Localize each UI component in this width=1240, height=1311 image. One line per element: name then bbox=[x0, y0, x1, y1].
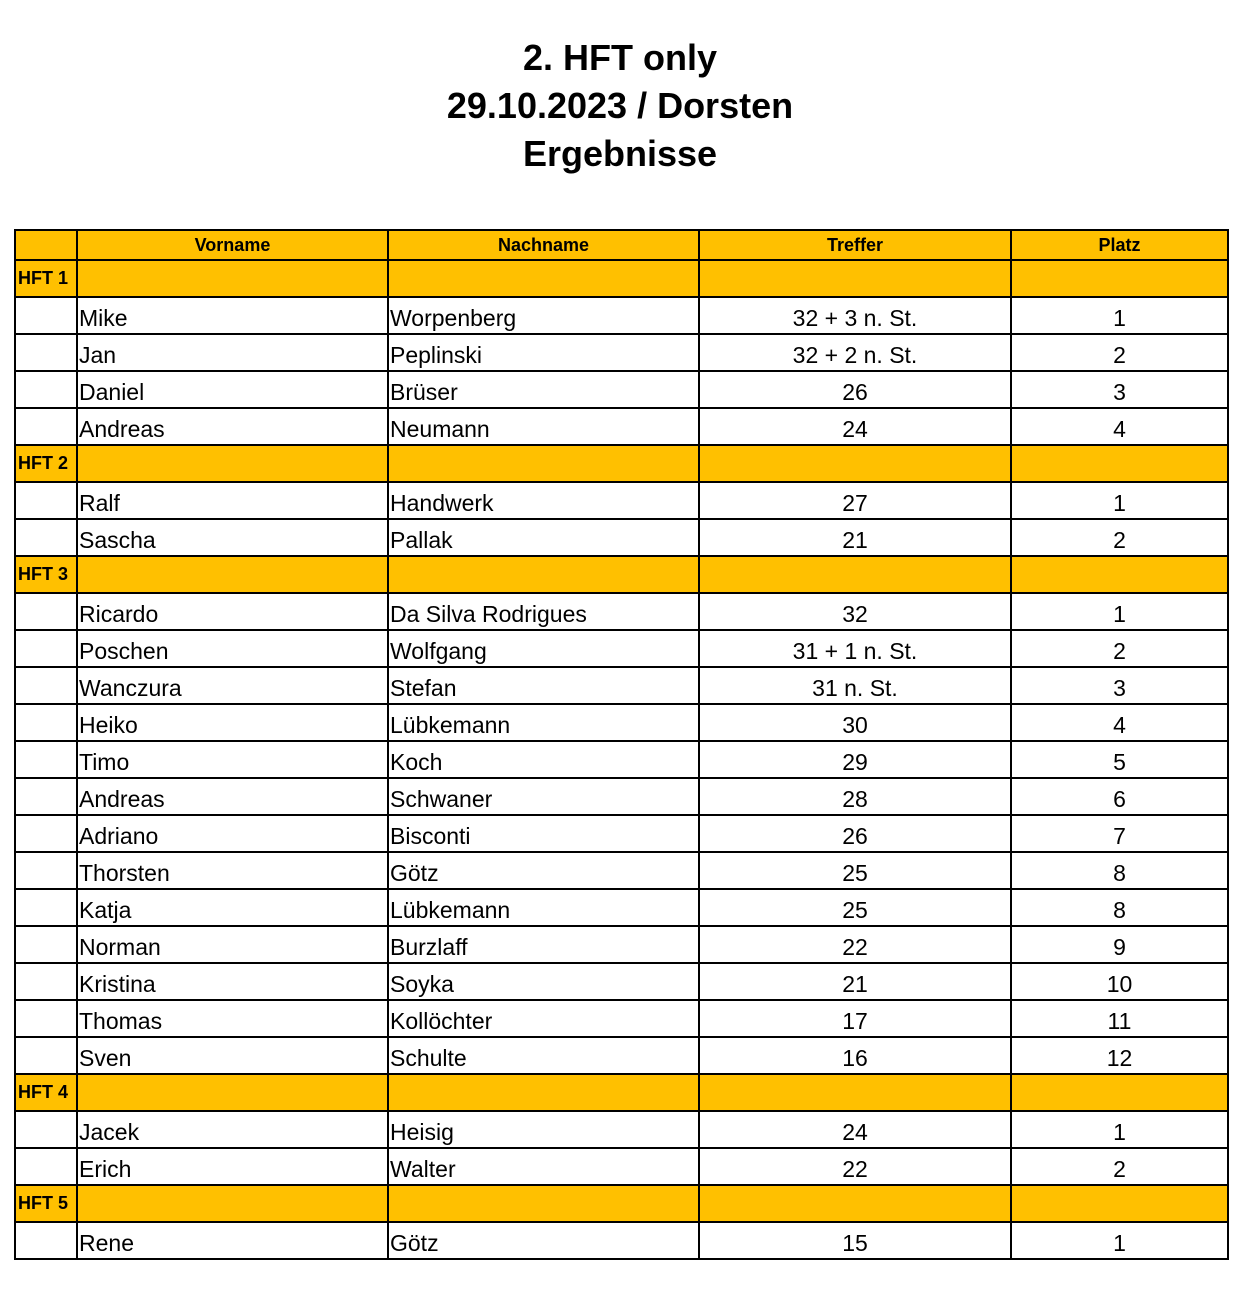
table-row bbox=[15, 630, 1228, 667]
header-group-column bbox=[15, 230, 77, 260]
cell-vorname: Rene bbox=[77, 1222, 388, 1259]
cell-vorname: Sven bbox=[77, 1037, 388, 1074]
cell-nachname: Kollöchter bbox=[388, 1000, 699, 1037]
row-empty-cell bbox=[15, 704, 77, 741]
cell-nachname: Bisconti bbox=[388, 815, 699, 852]
cell-treffer: 16 bbox=[699, 1037, 1011, 1074]
group-row-empty-cell bbox=[699, 1074, 1011, 1111]
cell-treffer: 21 bbox=[699, 519, 1011, 556]
header-treffer: Treffer bbox=[699, 230, 1011, 260]
group-row-empty-cell bbox=[1011, 260, 1228, 297]
cell-treffer: 24 bbox=[699, 1111, 1011, 1148]
cell-nachname: Walter bbox=[388, 1148, 699, 1185]
cell-platz: 4 bbox=[1011, 408, 1228, 445]
group-row bbox=[15, 260, 1228, 297]
cell-treffer: 29 bbox=[699, 741, 1011, 778]
cell-platz: 1 bbox=[1011, 1111, 1228, 1148]
cell-nachname: Lübkemann bbox=[388, 704, 699, 741]
row-empty-cell bbox=[15, 371, 77, 408]
results-table bbox=[14, 229, 1229, 1260]
row-empty-cell bbox=[15, 482, 77, 519]
cell-nachname: Worpenberg bbox=[388, 297, 699, 334]
cell-platz: 4 bbox=[1011, 704, 1228, 741]
cell-platz: 1 bbox=[1011, 1222, 1228, 1259]
cell-platz: 2 bbox=[1011, 630, 1228, 667]
table-row bbox=[15, 889, 1228, 926]
table-row bbox=[15, 1111, 1228, 1148]
group-row-empty-cell bbox=[699, 260, 1011, 297]
cell-platz: 3 bbox=[1011, 371, 1228, 408]
row-empty-cell bbox=[15, 593, 77, 630]
cell-treffer: 24 bbox=[699, 408, 1011, 445]
header-platz: Platz bbox=[1011, 230, 1228, 260]
cell-treffer: 25 bbox=[699, 852, 1011, 889]
cell-nachname: Handwerk bbox=[388, 482, 699, 519]
cell-platz: 11 bbox=[1011, 1000, 1228, 1037]
group-label: HFT 5 bbox=[15, 1185, 77, 1222]
cell-treffer: 26 bbox=[699, 815, 1011, 852]
results-body bbox=[15, 260, 1228, 1259]
cell-vorname: Timo bbox=[77, 741, 388, 778]
event-title: 2. HFT only bbox=[522, 37, 717, 78]
group-row-empty-cell bbox=[1011, 1185, 1228, 1222]
row-empty-cell bbox=[15, 408, 77, 445]
group-row bbox=[15, 445, 1228, 482]
cell-platz: 12 bbox=[1011, 1037, 1228, 1074]
group-label: HFT 3 bbox=[15, 556, 77, 593]
cell-vorname: Jan bbox=[77, 334, 388, 371]
cell-nachname: Burzlaff bbox=[388, 926, 699, 963]
cell-platz: 1 bbox=[1011, 297, 1228, 334]
row-empty-cell bbox=[15, 852, 77, 889]
table-row bbox=[15, 1148, 1228, 1185]
cell-treffer: 32 + 3 n. St. bbox=[699, 297, 1011, 334]
row-empty-cell bbox=[15, 778, 77, 815]
cell-vorname: Sascha bbox=[77, 519, 388, 556]
group-row-empty-cell bbox=[1011, 556, 1228, 593]
row-empty-cell bbox=[15, 889, 77, 926]
table-row bbox=[15, 667, 1228, 704]
table-row bbox=[15, 1037, 1228, 1074]
group-row-empty-cell bbox=[77, 1185, 388, 1222]
cell-vorname: Ricardo bbox=[77, 593, 388, 630]
table-row bbox=[15, 519, 1228, 556]
cell-nachname: Da Silva Rodrigues bbox=[388, 593, 699, 630]
cell-vorname: Wanczura bbox=[77, 667, 388, 704]
cell-platz: 6 bbox=[1011, 778, 1228, 815]
row-empty-cell bbox=[15, 926, 77, 963]
cell-nachname: Soyka bbox=[388, 963, 699, 1000]
row-empty-cell bbox=[15, 1111, 77, 1148]
cell-vorname: Andreas bbox=[77, 408, 388, 445]
cell-treffer: 27 bbox=[699, 482, 1011, 519]
cell-nachname: Schwaner bbox=[388, 778, 699, 815]
cell-platz: 2 bbox=[1011, 334, 1228, 371]
table-row bbox=[15, 482, 1228, 519]
group-row-empty-cell bbox=[77, 556, 388, 593]
table-row bbox=[15, 741, 1228, 778]
group-row-empty-cell bbox=[388, 1185, 699, 1222]
cell-vorname: Katja bbox=[77, 889, 388, 926]
cell-nachname: Koch bbox=[388, 741, 699, 778]
cell-treffer: 21 bbox=[699, 963, 1011, 1000]
table-row bbox=[15, 704, 1228, 741]
table-row bbox=[15, 334, 1228, 371]
cell-treffer: 17 bbox=[699, 1000, 1011, 1037]
group-row-empty-cell bbox=[699, 445, 1011, 482]
table-row bbox=[15, 297, 1228, 334]
results-heading: Ergebnisse bbox=[522, 133, 718, 174]
cell-vorname: Daniel bbox=[77, 371, 388, 408]
cell-vorname: Heiko bbox=[77, 704, 388, 741]
cell-platz: 8 bbox=[1011, 852, 1228, 889]
row-empty-cell bbox=[15, 297, 77, 334]
cell-vorname: Mike bbox=[77, 297, 388, 334]
table-row bbox=[15, 815, 1228, 852]
row-empty-cell bbox=[15, 741, 77, 778]
cell-platz: 7 bbox=[1011, 815, 1228, 852]
row-empty-cell bbox=[15, 963, 77, 1000]
group-label: HFT 4 bbox=[15, 1074, 77, 1111]
cell-vorname: Norman bbox=[77, 926, 388, 963]
event-date-location: 29.10.2023 / Dorsten bbox=[446, 85, 794, 126]
cell-treffer: 32 bbox=[699, 593, 1011, 630]
header-vorname: Vorname bbox=[77, 230, 388, 260]
table-row bbox=[15, 852, 1228, 889]
document-title bbox=[0, 34, 1240, 178]
cell-treffer: 26 bbox=[699, 371, 1011, 408]
row-empty-cell bbox=[15, 334, 77, 371]
row-empty-cell bbox=[15, 1037, 77, 1074]
cell-vorname: Adriano bbox=[77, 815, 388, 852]
row-empty-cell bbox=[15, 519, 77, 556]
group-row-empty-cell bbox=[388, 260, 699, 297]
group-row-empty-cell bbox=[388, 556, 699, 593]
cell-platz: 8 bbox=[1011, 889, 1228, 926]
cell-platz: 5 bbox=[1011, 741, 1228, 778]
cell-nachname: Götz bbox=[388, 1222, 699, 1259]
table-row bbox=[15, 1222, 1228, 1259]
cell-nachname: Stefan bbox=[388, 667, 699, 704]
table-row bbox=[15, 778, 1228, 815]
cell-treffer: 22 bbox=[699, 1148, 1011, 1185]
cell-treffer: 25 bbox=[699, 889, 1011, 926]
row-empty-cell bbox=[15, 630, 77, 667]
cell-treffer: 15 bbox=[699, 1222, 1011, 1259]
cell-nachname: Lübkemann bbox=[388, 889, 699, 926]
cell-vorname: Thorsten bbox=[77, 852, 388, 889]
cell-treffer: 22 bbox=[699, 926, 1011, 963]
group-row-empty-cell bbox=[699, 556, 1011, 593]
group-row-empty-cell bbox=[77, 1074, 388, 1111]
table-row bbox=[15, 963, 1228, 1000]
table-row bbox=[15, 408, 1228, 445]
cell-nachname: Neumann bbox=[388, 408, 699, 445]
table-row bbox=[15, 926, 1228, 963]
group-label: HFT 2 bbox=[15, 445, 77, 482]
cell-platz: 2 bbox=[1011, 519, 1228, 556]
cell-platz: 10 bbox=[1011, 963, 1228, 1000]
cell-vorname: Thomas bbox=[77, 1000, 388, 1037]
cell-platz: 3 bbox=[1011, 667, 1228, 704]
cell-nachname: Götz bbox=[388, 852, 699, 889]
row-empty-cell bbox=[15, 1148, 77, 1185]
cell-vorname: Jacek bbox=[77, 1111, 388, 1148]
cell-nachname: Peplinski bbox=[388, 334, 699, 371]
cell-vorname: Andreas bbox=[77, 778, 388, 815]
cell-nachname: Wolfgang bbox=[388, 630, 699, 667]
cell-vorname: Kristina bbox=[77, 963, 388, 1000]
table-row bbox=[15, 371, 1228, 408]
cell-platz: 1 bbox=[1011, 482, 1228, 519]
cell-nachname: Pallak bbox=[388, 519, 699, 556]
group-row-empty-cell bbox=[388, 445, 699, 482]
group-row-empty-cell bbox=[699, 1185, 1011, 1222]
group-label: HFT 1 bbox=[15, 260, 77, 297]
cell-treffer: 32 + 2 n. St. bbox=[699, 334, 1011, 371]
group-row-empty-cell bbox=[1011, 445, 1228, 482]
cell-treffer: 30 bbox=[699, 704, 1011, 741]
cell-vorname: Ralf bbox=[77, 482, 388, 519]
table-row bbox=[15, 1000, 1228, 1037]
cell-treffer: 28 bbox=[699, 778, 1011, 815]
cell-treffer: 31 n. St. bbox=[699, 667, 1011, 704]
cell-nachname: Brüser bbox=[388, 371, 699, 408]
row-empty-cell bbox=[15, 1222, 77, 1259]
table-header-row bbox=[15, 230, 1228, 260]
group-row-empty-cell bbox=[1011, 1074, 1228, 1111]
group-row-empty-cell bbox=[77, 445, 388, 482]
cell-nachname: Schulte bbox=[388, 1037, 699, 1074]
cell-platz: 1 bbox=[1011, 593, 1228, 630]
group-row bbox=[15, 1185, 1228, 1222]
row-empty-cell bbox=[15, 667, 77, 704]
cell-vorname: Erich bbox=[77, 1148, 388, 1185]
header-nachname: Nachname bbox=[388, 230, 699, 260]
cell-nachname: Heisig bbox=[388, 1111, 699, 1148]
table-row bbox=[15, 593, 1228, 630]
cell-platz: 2 bbox=[1011, 1148, 1228, 1185]
cell-vorname: Poschen bbox=[77, 630, 388, 667]
group-row bbox=[15, 1074, 1228, 1111]
group-row bbox=[15, 556, 1228, 593]
row-empty-cell bbox=[15, 815, 77, 852]
group-row-empty-cell bbox=[388, 1074, 699, 1111]
row-empty-cell bbox=[15, 1000, 77, 1037]
cell-platz: 9 bbox=[1011, 926, 1228, 963]
group-row-empty-cell bbox=[77, 260, 388, 297]
cell-treffer: 31 + 1 n. St. bbox=[699, 630, 1011, 667]
